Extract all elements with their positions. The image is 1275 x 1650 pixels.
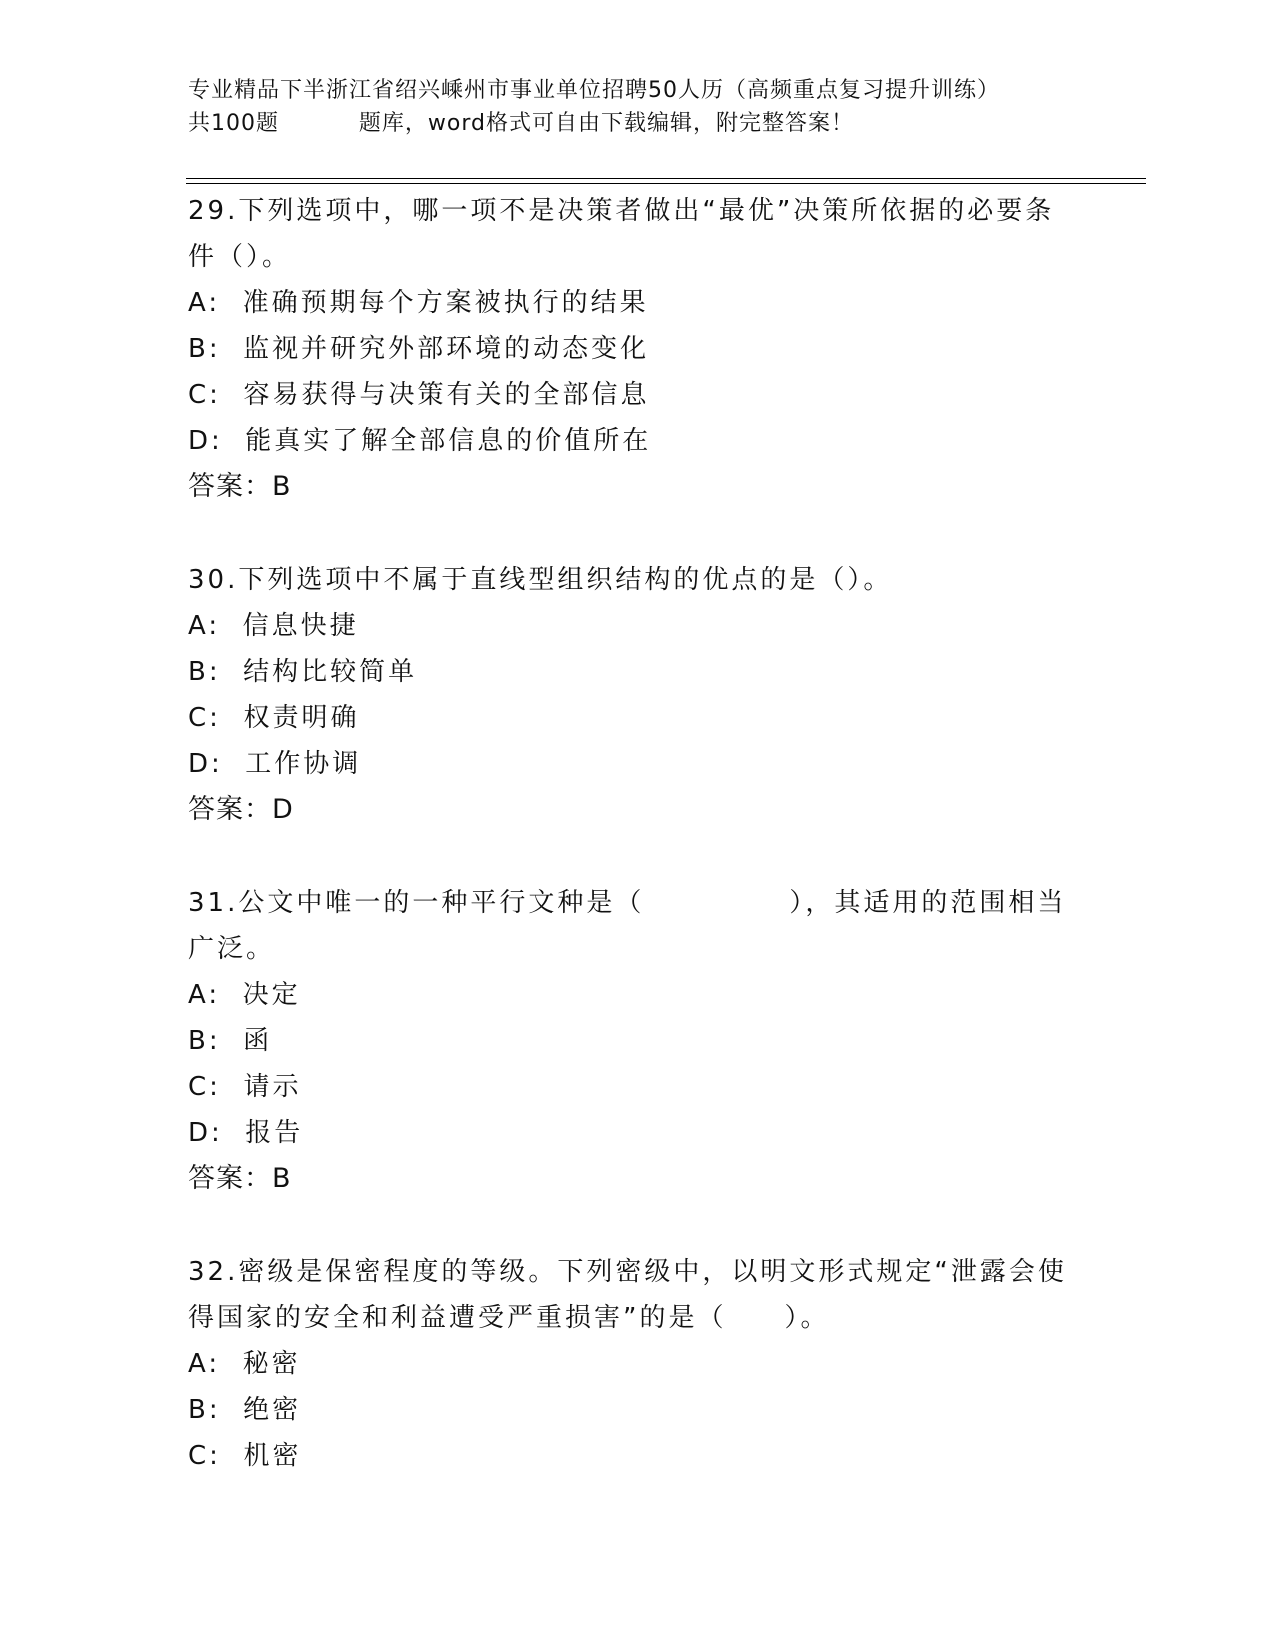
option-d: D: 报告 — [188, 1118, 304, 1148]
option-c: C: 请示 — [188, 1072, 302, 1102]
question-stem: 31.公文中唯一的一种平行文种是（ ），其适用的范围相当广泛。 — [188, 888, 1067, 964]
option-a: A: 准确预期每个方案被执行的结果 — [188, 288, 649, 318]
question-30 — [188, 557, 1078, 833]
question-stem: 32.密级是保密程度的等级。下列密级中，以明文形式规定“泄露会使得国家的安全和利益遭受严重损害”的是（ ）。 — [188, 1257, 1067, 1333]
option-d: D: 工作协调 — [188, 749, 362, 779]
option-c: C: 权责明确 — [188, 703, 360, 733]
option-a: A: 秘密 — [188, 1349, 301, 1379]
answer-line: 答案：D — [188, 794, 294, 825]
question-stem: 30.下列选项中不属于直线型组织结构的优点的是（）。 — [188, 565, 893, 595]
question-32 — [188, 1249, 1078, 1479]
header-divider-top — [186, 178, 1146, 179]
question-29 — [188, 188, 1078, 510]
question-stem: 29.下列选项中，哪一项不是决策者做出“最优”决策所依据的必要条件（）。 — [188, 196, 1055, 272]
option-d: D: 能真实了解全部信息的价值所在 — [188, 426, 652, 456]
document-header — [188, 74, 1088, 140]
option-c: C: 容易获得与决策有关的全部信息 — [188, 380, 650, 410]
option-a: A: 信息快捷 — [188, 611, 359, 641]
answer-line: 答案：B — [188, 471, 292, 502]
option-c: C: 机密 — [188, 1441, 302, 1471]
question-31 — [188, 880, 1078, 1202]
header-divider-bottom — [186, 183, 1146, 184]
header-subtitle: 共100题 题库，word格式可自由下载编辑，附完整答案！ — [188, 111, 855, 136]
option-b: B: 绝密 — [188, 1395, 302, 1425]
option-b: B: 监视并研究外部环境的动态变化 — [188, 334, 650, 364]
option-b: B: 结构比较简单 — [188, 657, 418, 687]
option-a: A: 决定 — [188, 980, 301, 1010]
question-list — [188, 188, 1078, 1526]
option-b: B: 函 — [188, 1026, 273, 1056]
header-title: 专业精品下半浙江省绍兴嵊州市事业单位招聘50人历（高频重点复习提升训练） — [188, 78, 1000, 103]
answer-line: 答案：B — [188, 1163, 292, 1194]
